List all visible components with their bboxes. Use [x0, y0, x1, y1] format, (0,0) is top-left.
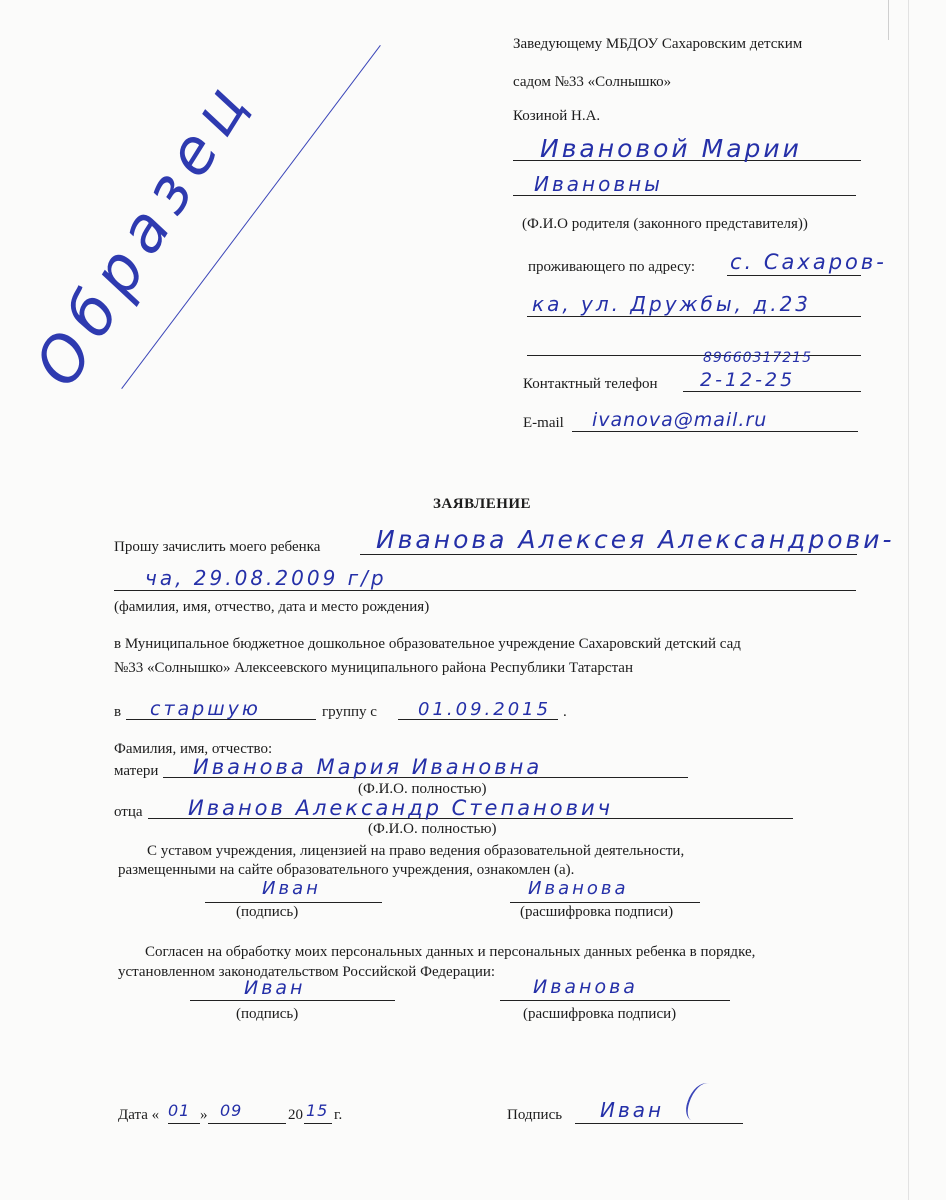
- consent-signature-underline: [190, 1000, 395, 1001]
- address-line1: с. Сахаров-: [730, 250, 887, 274]
- addressee-line3: Козиной Н.А.: [513, 108, 601, 124]
- footer-signature: Иван: [600, 1098, 665, 1122]
- mother-name: Иванова Мария Ивановна: [193, 755, 543, 779]
- date-year-prefix: 20: [288, 1107, 303, 1123]
- date-month: 09: [220, 1101, 243, 1120]
- date-year: 15: [306, 1101, 329, 1120]
- date-month-underline: [208, 1123, 286, 1124]
- addressee-line1: Заведующему МБДОУ Сахаровским детским: [513, 36, 803, 52]
- consent-decode-caption: (расшифровка подписи): [523, 1006, 677, 1022]
- request-label: Прошу зачислить моего ребенка: [114, 539, 321, 555]
- child-line2: ча, 29.08.2009 г/р: [145, 566, 387, 590]
- consent-signature: Иван: [244, 977, 306, 999]
- parents-heading: Фамилия, имя, отчество:: [114, 741, 273, 757]
- consent-line2: установленном законодательством Российской Федерации:: [118, 964, 496, 980]
- charter-signature-caption: (подпись): [236, 904, 299, 920]
- group-date: 01.09.2015: [418, 699, 552, 720]
- consent-decode-underline: [500, 1000, 730, 1001]
- mother-caption: (Ф.И.О. полностью): [358, 781, 487, 797]
- footer-signature-flourish: [682, 1079, 717, 1124]
- footer-signature-underline: [575, 1123, 743, 1124]
- date-year-underline: [304, 1123, 332, 1124]
- mother-label: матери: [114, 763, 159, 779]
- charter-decode-caption: (расшифровка подписи): [520, 904, 674, 920]
- father-caption: (Ф.И.О. полностью): [368, 821, 497, 837]
- email-label: E-mail: [523, 415, 564, 431]
- group-prefix: в: [114, 704, 122, 720]
- scan-edge-top: [888, 0, 889, 40]
- child-underline-2: [114, 590, 856, 591]
- group-mid: группу с: [322, 704, 377, 720]
- address-underline-2: [527, 316, 861, 317]
- date-mid: »: [200, 1107, 208, 1123]
- father-label: отца: [114, 804, 143, 820]
- date-label: Дата «: [118, 1107, 160, 1123]
- child-caption: (фамилия, имя, отчество, дата и место рождения): [114, 599, 430, 615]
- applicant-name-line1: Ивановой Марии: [540, 134, 802, 163]
- phone-mobile: 89660317215: [703, 350, 812, 366]
- father-name: Иванов Александр Степанович: [188, 796, 614, 820]
- date-day: 01: [168, 1101, 191, 1120]
- footer-signature-label: Подпись: [507, 1107, 563, 1123]
- address-label: проживающего по адресу:: [528, 259, 696, 275]
- consent-decode: Иванова: [533, 976, 638, 998]
- phone-underline: [683, 391, 861, 392]
- group-value: старшую: [150, 698, 261, 720]
- email-underline: [572, 431, 858, 432]
- child-line1: Иванова Алексея Александрови-: [376, 525, 895, 554]
- charter-decode: Иванова: [528, 878, 629, 899]
- charter-line2: размещенными на сайте образовательного учреждения, ознакомлен (а).: [118, 862, 575, 878]
- address-line2: ка, ул. Дружбы, д.23: [532, 292, 812, 316]
- charter-line1: С уставом учреждения, лицензией на право ведения образовательной деятельности,: [147, 843, 685, 859]
- scan-edge-right: [908, 0, 909, 1200]
- group-suffix: .: [563, 704, 567, 720]
- addressee-line2: садом №33 «Солнышко»: [513, 74, 672, 90]
- phone-value: 2-12-25: [700, 369, 796, 391]
- charter-decode-underline: [510, 902, 700, 903]
- document-title: ЗАЯВЛЕНИЕ: [433, 496, 532, 512]
- phone-label: Контактный телефон: [523, 376, 658, 392]
- consent-signature-caption: (подпись): [236, 1006, 299, 1022]
- email-value: ivanova@mail.ru: [592, 409, 768, 431]
- applicant-name-line2: Ивановны: [534, 172, 663, 196]
- applicant-fio-caption: (Ф.И.О родителя (законного представителя)): [522, 216, 808, 232]
- date-day-underline: [168, 1123, 200, 1124]
- institution-line2: №33 «Солнышко» Алексеевского муниципального района Республики Татарстан: [114, 660, 633, 676]
- child-underline-1: [360, 554, 857, 555]
- institution-line1: в Муниципальное бюджетное дошкольное образовательное учреждение Сахаровский детский сад: [114, 636, 741, 652]
- watermark-text: Образец: [20, 65, 267, 399]
- address-underline-1: [727, 275, 861, 276]
- charter-signature: Иван: [262, 878, 321, 899]
- date-year-suffix: г.: [334, 1107, 343, 1123]
- consent-line1: Согласен на обработку моих персональных данных и персональных данных ребенка в порядке,: [145, 944, 756, 960]
- charter-signature-underline: [205, 902, 382, 903]
